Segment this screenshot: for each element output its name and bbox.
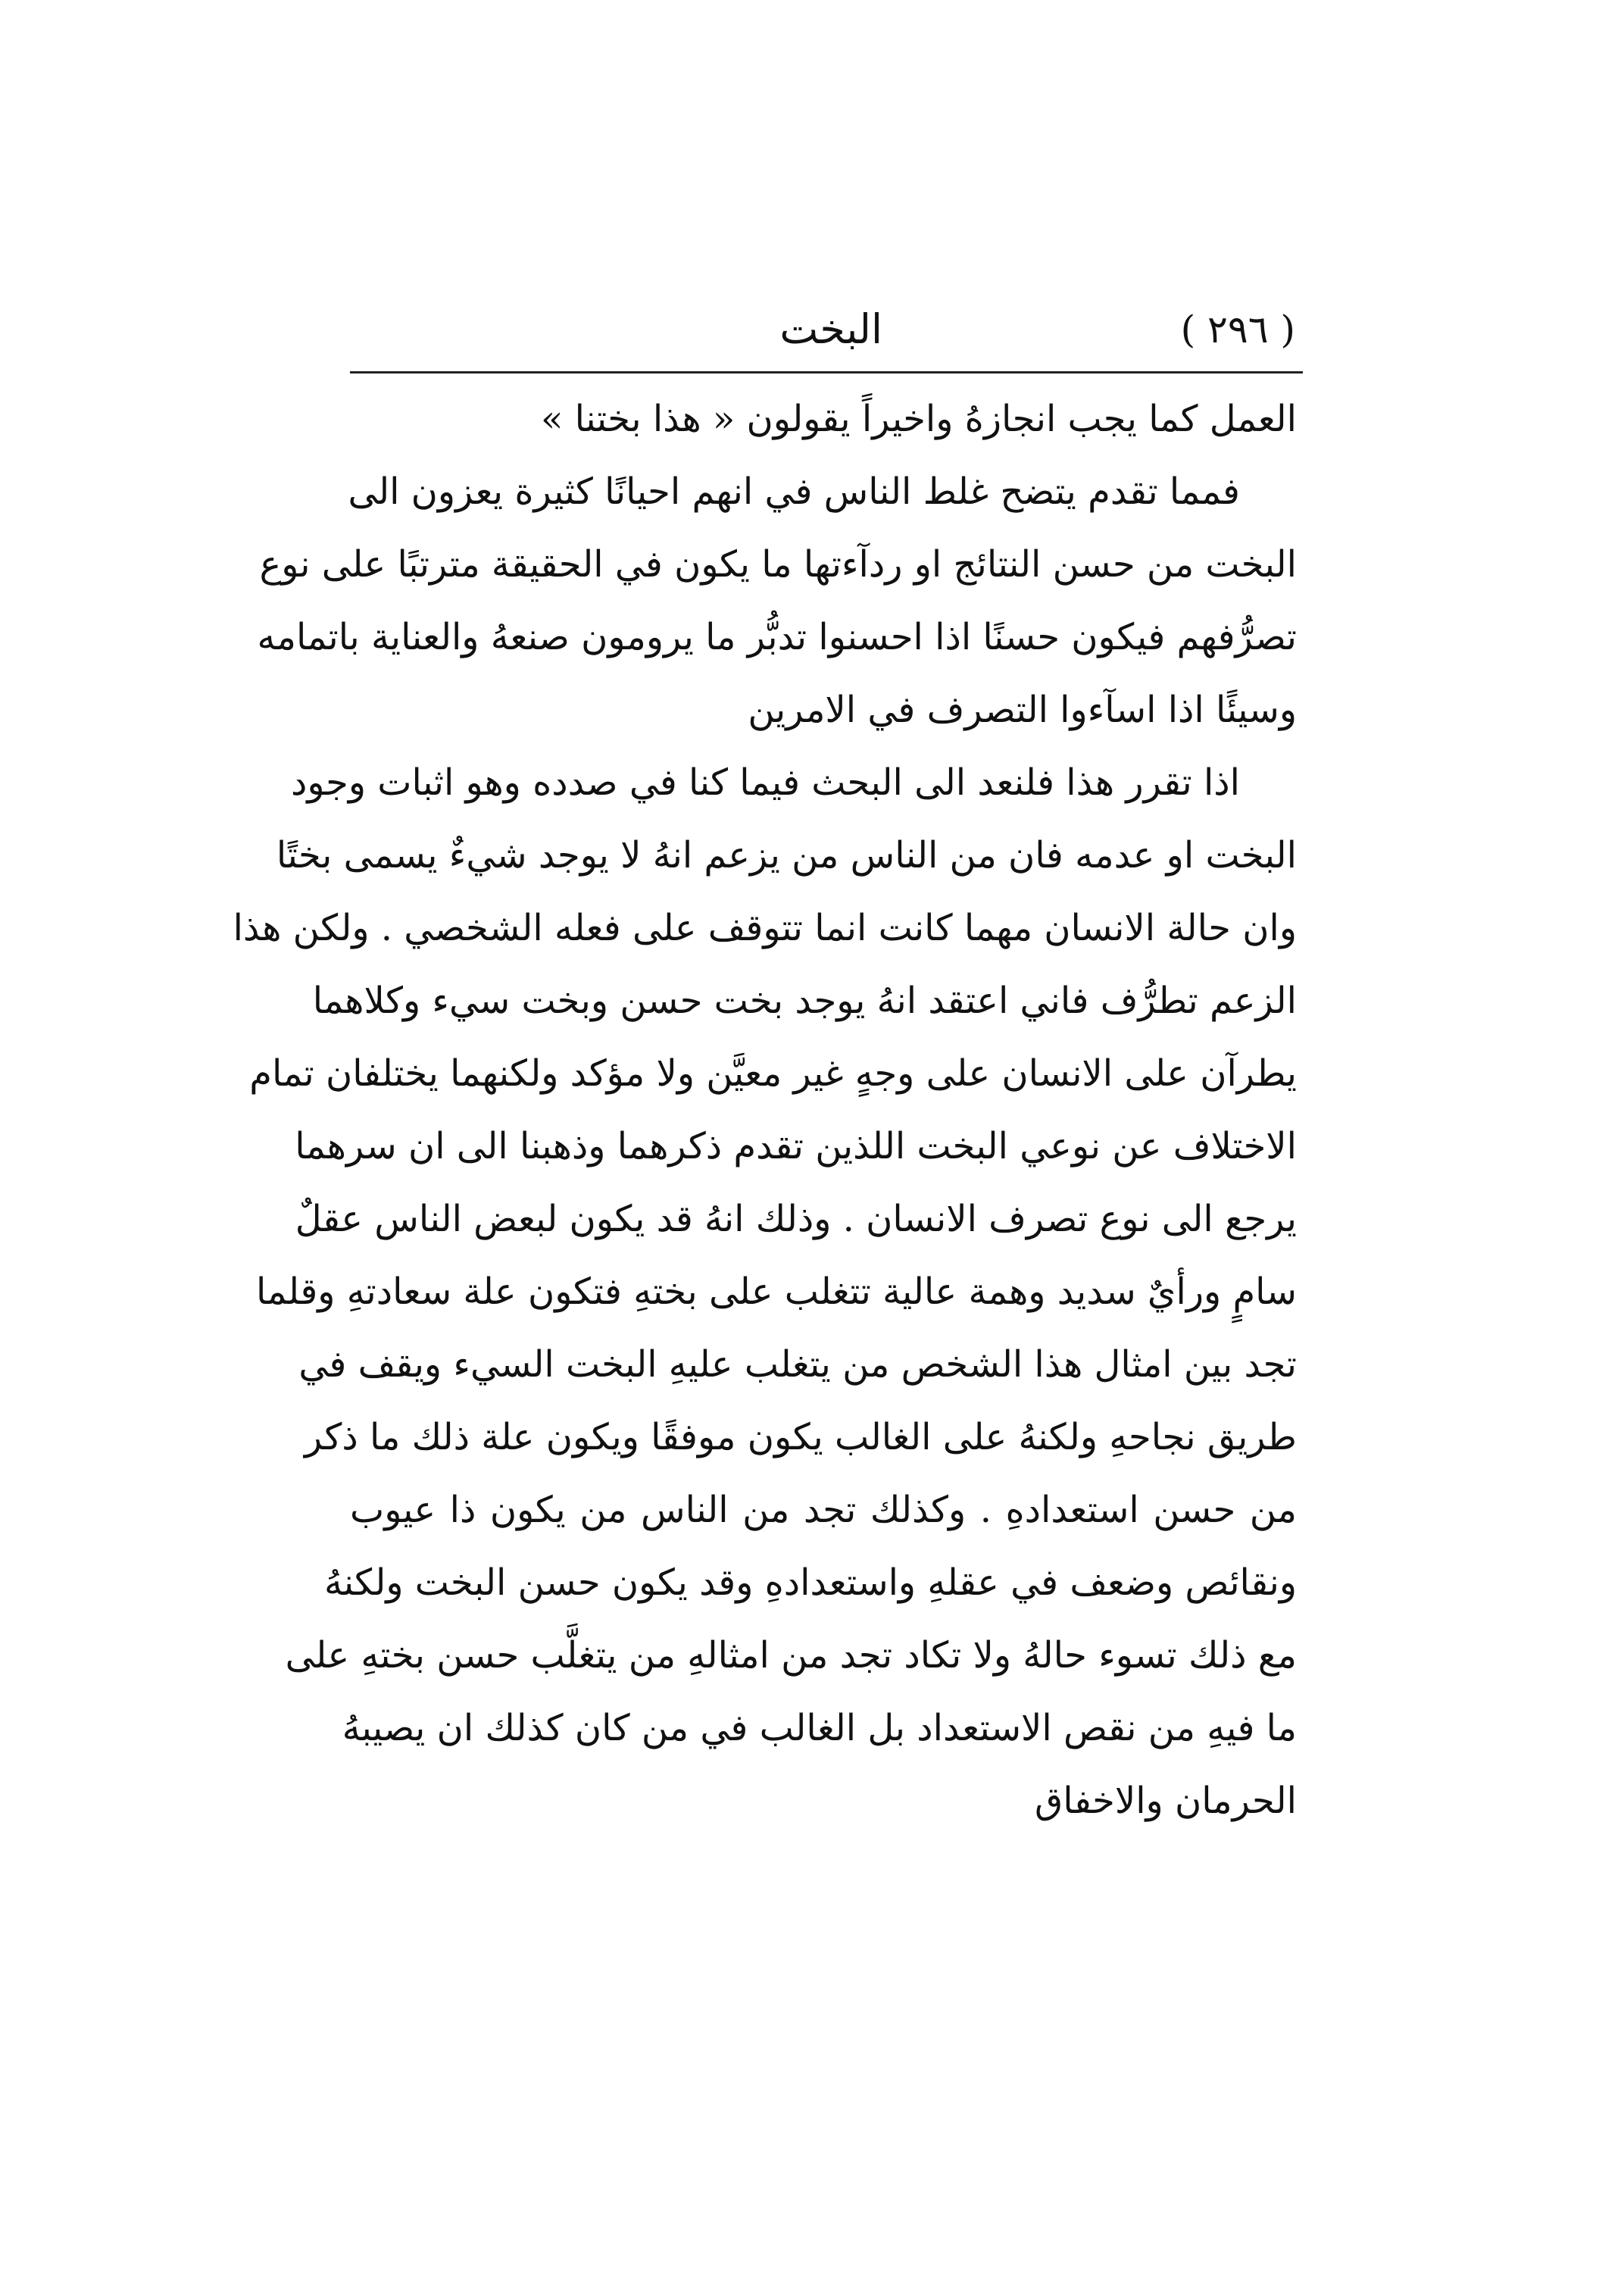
text-line: مع ذلك تسوء حالهُ ولا تكاد تجد من امثالهِ من يتغلَّب حسن بختهِ على	[285, 1634, 1297, 1677]
text-line: الاختلاف عن نوعي البخت اللذين تقدم ذكرهما وذهبنا الى ان سرهما	[295, 1125, 1297, 1167]
text-line: الحرمان والاخفاق	[1035, 1780, 1297, 1822]
text-line: اذا تقرر هذا فلنعد الى البحث فيما كنا في صدده وهو اثبات وجود	[291, 761, 1240, 804]
text-line: فمما تقدم يتضح غلط الناس في انهم احيانًا كثيرة يعزون الى	[348, 470, 1240, 513]
page-number: ( ٢٩٦ )	[1180, 308, 1295, 352]
text-line: وسيئًا اذا اسآءوا التصرف في الامرين	[748, 689, 1297, 731]
text-line: يرجع الى نوع تصرف الانسان . وذلك انهُ قد يكون لبعض الناس عقلٌ	[295, 1198, 1297, 1240]
text-line: العمل كما يجب انجازهُ واخيراً يقولون « هذا بختنا »	[541, 398, 1297, 440]
text-line: البخت من حسن النتائج او ردآءتها ما يكون في الحقيقة مترتبًا على نوع	[259, 543, 1297, 586]
page-header	[356, 288, 1295, 371]
text-line: سامٍ ورأيٌ سديد وهمة عالية تتغلب على بختهِ فتكون علة سعادتهِ وقلما	[256, 1271, 1297, 1313]
text-line: الزعم تطرُّف فاني اعتقد انهُ يوجد بخت حسن وبخت سيء وكلاهما	[312, 980, 1297, 1022]
text-line: ونقائص وضعف في عقلهِ واستعدادهِ وقد يكون حسن البخت ولكنهُ	[324, 1561, 1297, 1604]
text-line: من حسن استعدادهِ . وكذلك تجد من الناس من يكون ذا عيوب	[350, 1489, 1297, 1531]
body-text	[233, 383, 1297, 1837]
header-rule	[350, 371, 1303, 373]
running-title: البخت	[779, 305, 882, 353]
text-line: طريق نجاحهِ ولكنهُ على الغالب يكون موفقًا ويكون علة ذلك ما ذكر	[304, 1416, 1297, 1458]
text-line: البخت او عدمه فان من الناس من يزعم انهُ لا يوجد شيءٌ يسمى بختًا	[276, 834, 1297, 877]
text-line: يطرآن على الانسان على وجهٍ غير معيَّن ولا مؤكد ولكنهما يختلفان تمام	[249, 1052, 1297, 1095]
text-line: تصرُّفهم فيكون حسنًا اذا احسنوا تدبُّر ما يرومون صنعهُ والعناية باتمامه	[257, 616, 1297, 658]
text-line: تجد بين امثال هذا الشخص من يتغلب عليهِ البخت السيء ويقف في	[298, 1343, 1297, 1386]
text-line: ما فيهِ من نقص الاستعداد بل الغالب في من كان كذلك ان يصيبهُ	[342, 1707, 1297, 1749]
text-line: وان حالة الانسان مهما كانت انما تتوقف على فعله الشخصي . ولكن هذا	[233, 907, 1297, 949]
